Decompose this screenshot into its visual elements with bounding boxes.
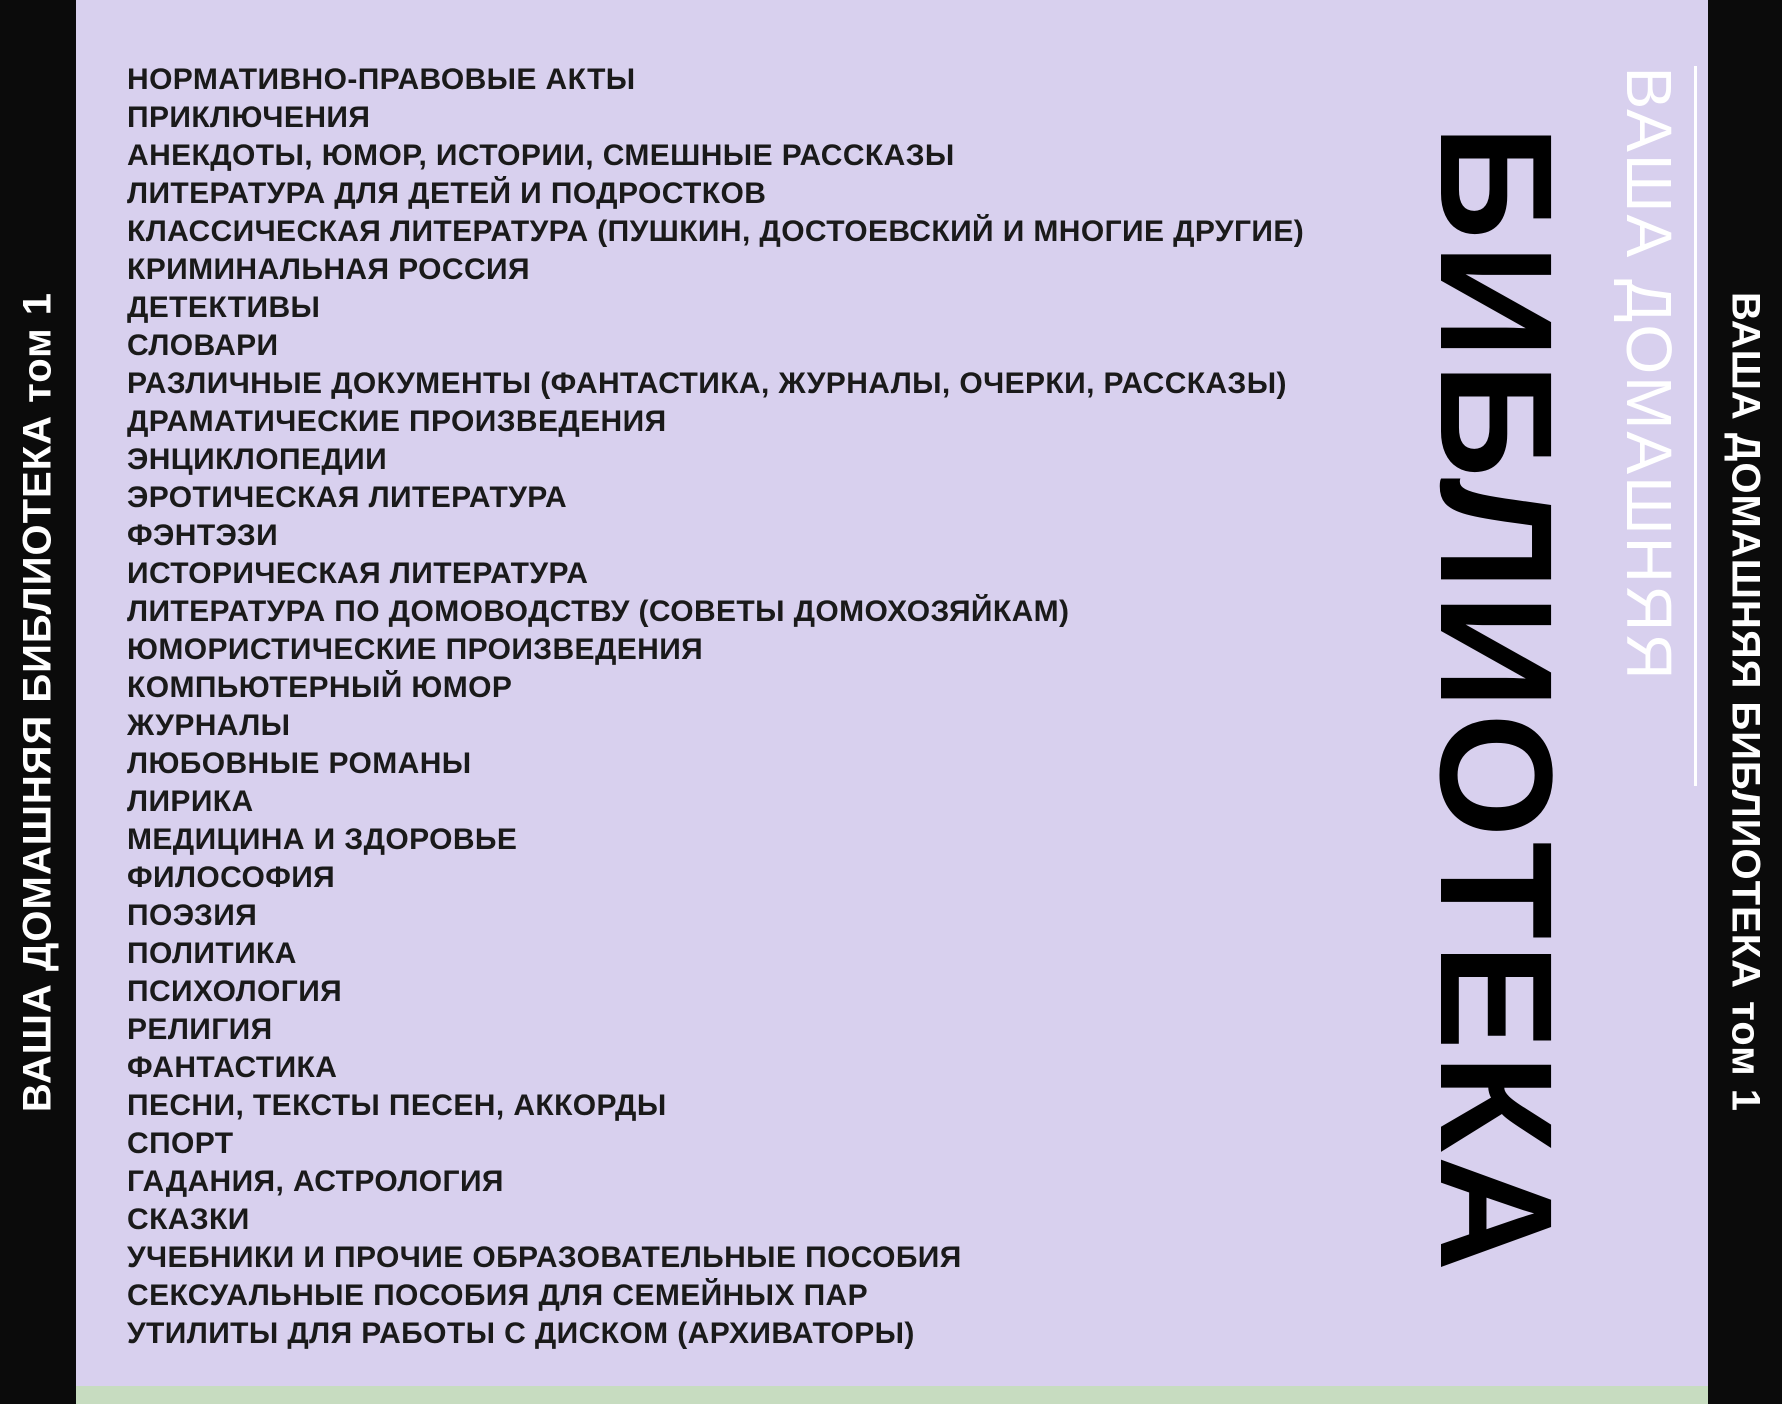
list-item: ЛИТЕРАТУРА ПО ДОМОВОДСТВУ (СОВЕТЫ ДОМОХОЗЯЙКАМ) [127,595,1070,628]
left-spine [0,0,76,1404]
list-item: ПРИКЛЮЧЕНИЯ [127,101,371,134]
subtitle: ВАША ДОМАШНЯЯ [1613,66,1685,682]
list-item: СКАЗКИ [127,1203,250,1236]
list-item: ФЭНТЭЗИ [127,519,279,552]
list-item: ЖУРНАЛЫ [127,709,291,742]
right-spine [1708,0,1782,1404]
list-item: ЛИТЕРАТУРА ДЛЯ ДЕТЕЙ И ПОДРОСТКОВ [127,177,767,210]
list-item: СЛОВАРИ [127,329,279,362]
list-item: СЕКСУАЛЬНЫЕ ПОСОБИЯ ДЛЯ СЕМЕЙНЫХ ПАР [127,1279,869,1312]
title-divider [1694,66,1697,786]
list-item: УТИЛИТЫ ДЛЯ РАБОТЫ С ДИСКОМ (АРХИВАТОРЫ) [127,1317,915,1350]
list-item: КОМПЬЮТЕРНЫЙ ЮМОР [127,671,513,704]
list-item: ДЕТЕКТИВЫ [127,291,321,324]
list-item: ПСИХОЛОГИЯ [127,975,343,1008]
list-item: УЧЕБНИКИ И ПРОЧИЕ ОБРАЗОВАТЕЛЬНЫЕ ПОСОБИЯ [127,1241,962,1274]
right-spine-text: ВАША ДОМАШНЯЯ БИБЛИОТЕКА том 1 [1723,291,1768,1113]
list-item: ФАНТАСТИКА [127,1051,338,1084]
list-item: ЭРОТИЧЕСКАЯ ЛИТЕРАТУРА [127,481,568,514]
list-item: МЕДИЦИНА И ЗДОРОВЬЕ [127,823,518,856]
bottom-edge-strip [76,1386,1708,1404]
list-item: НОРМАТИВНО-ПРАВОВЫЕ АКТЫ [127,63,636,96]
list-item: ФИЛОСОФИЯ [127,861,336,894]
list-item: ИСТОРИЧЕСКАЯ ЛИТЕРАТУРА [127,557,589,590]
list-item: ЮМОРИСТИЧЕСКИЕ ПРОИЗВЕДЕНИЯ [127,633,704,666]
list-item: ПОЛИТИКА [127,937,297,970]
list-item: КРИМИНАЛЬНАЯ РОССИЯ [127,253,530,286]
list-item: ЛИРИКА [127,785,254,818]
list-item: ГАДАНИЯ, АСТРОЛОГИЯ [127,1165,504,1198]
main-title: БИБЛИОТЕКА [1407,124,1586,1276]
list-item: СПОРТ [127,1127,234,1160]
list-item: РАЗЛИЧНЫЕ ДОКУМЕНТЫ (ФАНТАСТИКА, ЖУРНАЛЫ, ОЧЕРКИ, РАССКАЗЫ) [127,367,1287,400]
left-spine-text: ВАША ДОМАШНЯЯ БИБЛИОТЕКА том 1 [15,291,60,1113]
list-item: РЕЛИГИЯ [127,1013,273,1046]
category-list [127,61,1304,1353]
list-item: ЛЮБОВНЫЕ РОМАНЫ [127,747,472,780]
list-item: ПОЭЗИЯ [127,899,258,932]
list-item: АНЕКДОТЫ, ЮМОР, ИСТОРИИ, СМЕШНЫЕ РАССКАЗЫ [127,139,955,172]
list-item: ПЕСНИ, ТЕКСТЫ ПЕСЕН, АККОРДЫ [127,1089,667,1122]
list-item: КЛАССИЧЕСКАЯ ЛИТЕРАТУРА (ПУШКИН, ДОСТОЕВСКИЙ И МНОГИЕ ДРУГИЕ) [127,215,1305,248]
list-item: ЭНЦИКЛОПЕДИИ [127,443,388,476]
list-item: ДРАМАТИЧЕСКИЕ ПРОИЗВЕДЕНИЯ [127,405,667,438]
